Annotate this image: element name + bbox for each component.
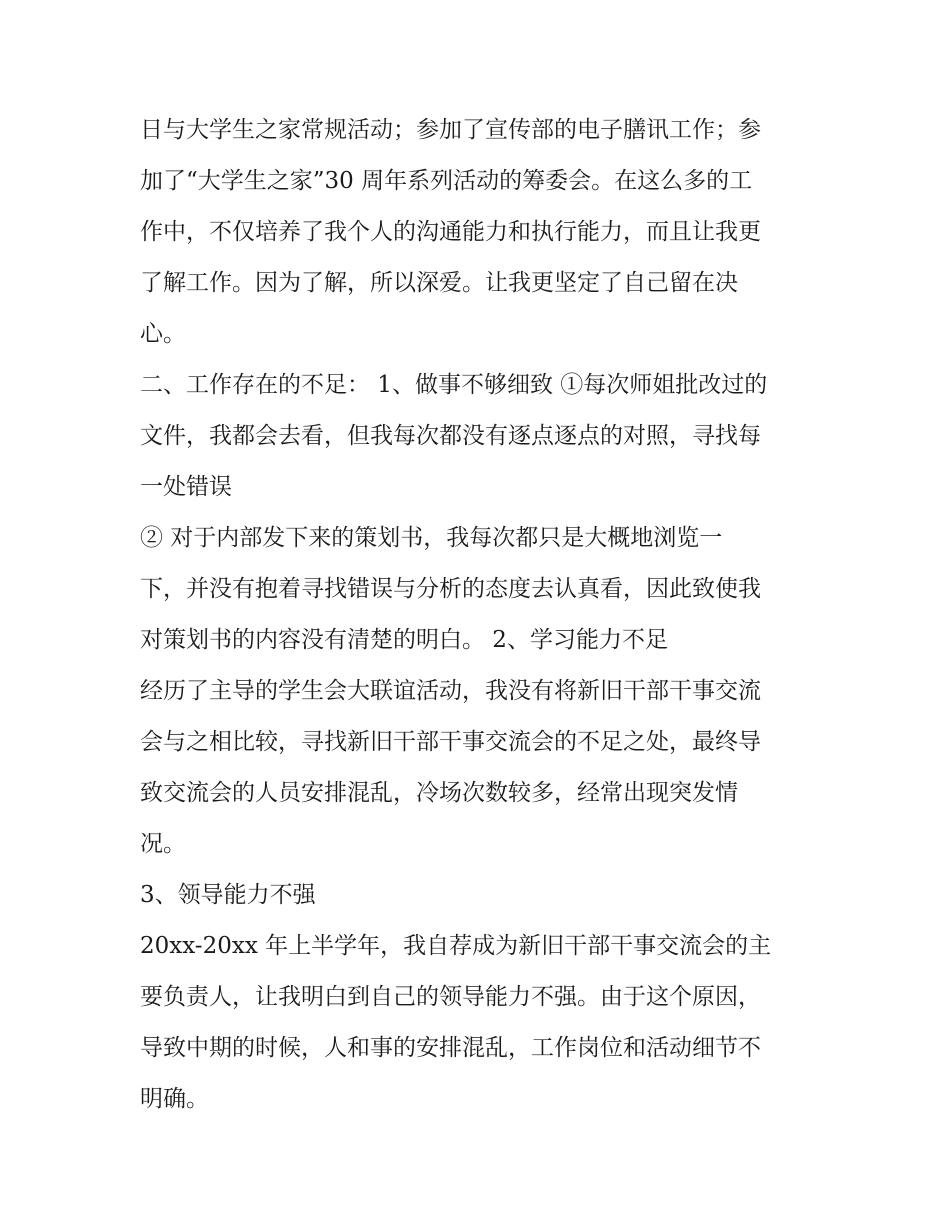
text-line: 二、工作存在的不足： 1、做事不够细致 ①每次师姐批改过的: [140, 372, 768, 398]
text-line: 日与大学生之家常规活动；参加了宣传部的电子膳讯工作；参: [140, 117, 761, 143]
text-line: 导致中期的时候，人和事的安排混乱，工作岗位和活动细节不: [140, 1035, 761, 1061]
text-line: 经历了主导的学生会大联谊活动，我没有将新旧干部干事交流: [140, 678, 761, 704]
text-line: ② 对于内部发下来的策划书，我每次都只是大概地浏览一: [140, 525, 723, 551]
text-line: 要负责人，让我明白到自己的领导能力不强。由于这个原因，: [140, 984, 761, 1010]
text-line: 心。: [140, 321, 186, 347]
document-body: [140, 105, 840, 1125]
text-line: 3、领导能力不强: [140, 882, 316, 908]
text-line: 文件，我都会去看，但我每次都没有逐点逐点的对照，寻找每: [140, 423, 761, 449]
text-line: 况。: [140, 831, 186, 857]
text-line: 作中，不仅培养了我个人的沟通能力和执行能力，而且让我更: [140, 219, 761, 245]
text-line: 明确。: [140, 1086, 209, 1112]
text-line: 会与之相比较，寻找新旧干部干事交流会的不足之处，最终导: [140, 729, 761, 755]
text-line: 一处错误: [140, 474, 232, 500]
text-line: 20xx-20xx 年上半学年，我自荐成为新旧干部干事交流会的主: [140, 933, 772, 959]
text-line: 下，并没有抱着寻找错误与分析的态度去认真看，因此致使我: [140, 576, 761, 602]
text-line: 了解工作。因为了解，所以深爱。让我更坚定了自己留在决: [140, 270, 738, 296]
text-line: 致交流会的人员安排混乱，冷场次数较多，经常出现突发情: [140, 780, 738, 806]
text-line: 加了“大学生之家”30 周年系列活动的筹委会。在这么多的工: [140, 168, 753, 194]
text-line: 对策划书的内容没有清楚的明白。 2、学习能力不足: [140, 627, 668, 653]
